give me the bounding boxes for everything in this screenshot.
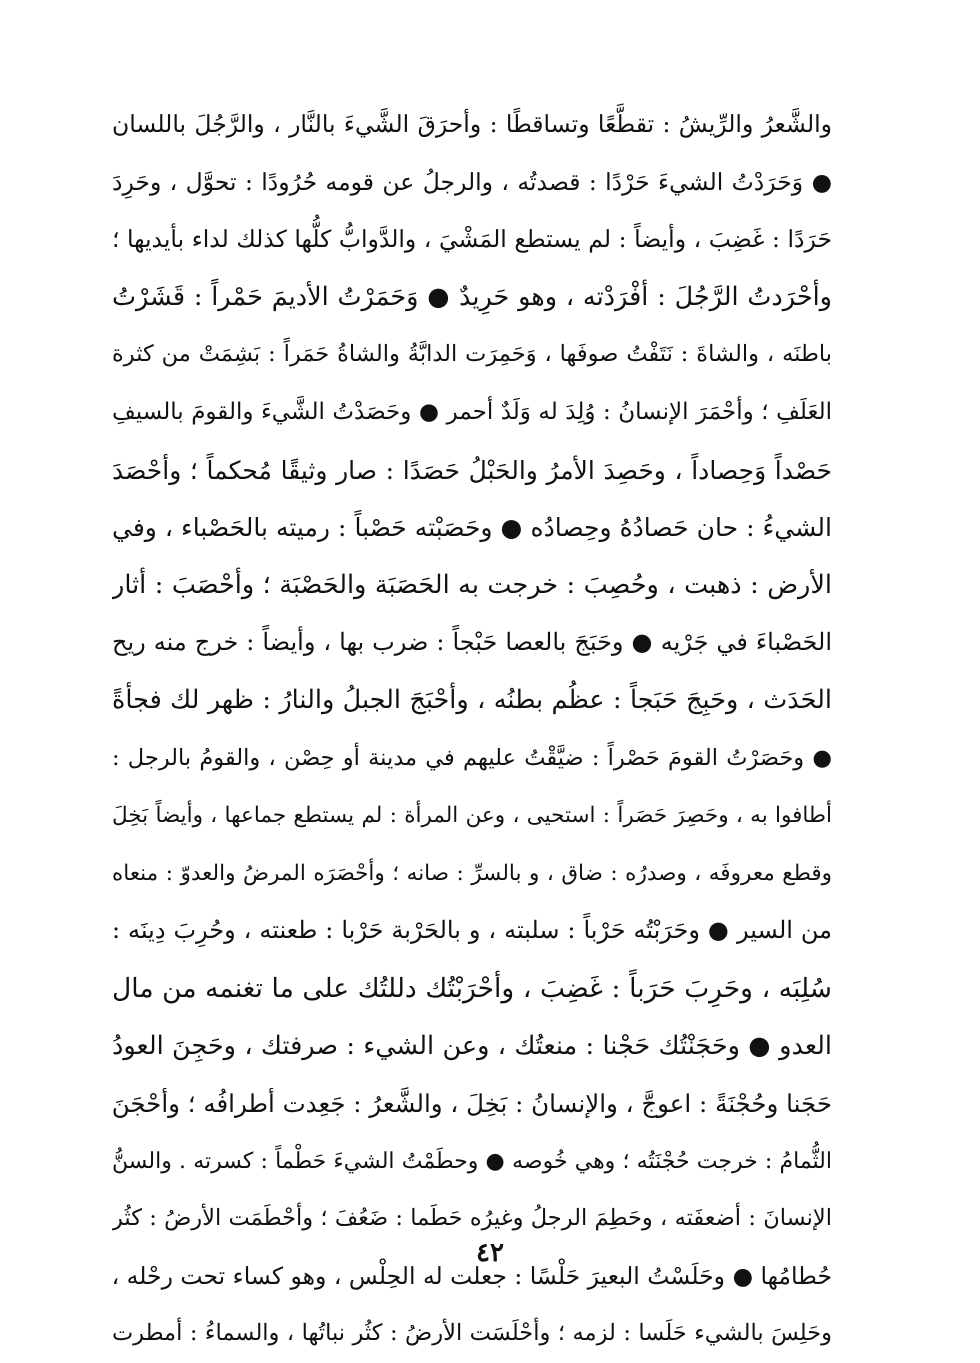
text-line-7: حَصْداً وَحِصاداً ، وحَصِدَ الأمرُ والحَبْلُ حَصَدًا : صار وثيقًا مُحكماً ؛ وأحْصَدَ xyxy=(112,455,832,485)
text-line-22: وحَلِسَ بالشيء حَلَسا : لزمه ؛ وأحْلَسَت الأرضُ : كثُر نباتُها ، والسماءُ : أمطرت xyxy=(112,1320,832,1347)
body-text xyxy=(112,96,832,1363)
text-line-4: وأحْرَدتُ الرَّجُلَ : أفْرَدْته ، وهو حَرِيدٌ ● وَحَمَرْتُ الأديمَ حَمْراً : قَشَرْتُ xyxy=(112,281,832,312)
text-line-14: وقطع معروفَه ، وصدرُه : ضاق ، و بالسرِّ : صانه ؛ وأحْصَرَه المرضُ والعدوّ : منعاه xyxy=(112,860,832,886)
text-line-2: ● وَحَرَدْتُ الشيءَ حَرْدًا : قصدتُه ، والرجلُ عن قومه حُرُودًا : تحوَّل ، وحَرِدَ xyxy=(112,167,832,196)
text-line-9: الأرض : ذهبت ، وحُصِبَ : خرجت به الحَصَبَة والحَصْبَة ؛ وأحْصَبَ : أثار xyxy=(112,569,832,600)
text-line-1: والشَّعرُ والرِّيشُ : تقطَّعًا وتساقطًا : وأحرَقَ الشَّيءَ بالنَّار ، والرَّجُلَ باللسان xyxy=(112,110,832,138)
text-line-5: باطنَه ، والشاةَ : نَتَفْتُ صوفَها ، وَحَمِرَت الدابَّةُ والشاةُ حَمَراً : بَشِمَتْ من كثرة xyxy=(112,341,832,368)
text-line-20: الإنسانَ : أضعفَته ، وحَطِمَ الرجلُ وغيرُه حَطَما : ضَعُفَ ؛ وأحْطَمَت الأرضُ : كثُر xyxy=(112,1205,832,1232)
text-line-17: العدو ● وحَجَنْتُك حَجْنا : منعتُك ، وعن الشيء : صرفتك ، وحَجِنَ العودُ xyxy=(112,1030,832,1061)
text-line-21: حُطامُها ● وحَلَسْتُ البعيرَ حَلْسًا : جعلت له الحِلْس ، وهو كساء تحت رحْله ، xyxy=(112,1261,832,1290)
text-line-11: الحَدَث ، وحَبِجَ حَبَجاً : عظُم بطنُه ، وأحْبَجَ الجبلُ والنارُ : ظهر لك فجأةً xyxy=(112,684,832,715)
text-line-15: من السير ● وحَرَبْتُه حَرْباً : سلبته ، و بالحَرْبة حَرْبا : طعنته ، وحُرِبَ دِينَه : xyxy=(112,916,832,945)
text-line-12: ● وحَصَرْتُ القومَ حَصْراً : ضيَّقْتُ عليهم في مدينة أو حِصْن ، والقومُ بالرجل : xyxy=(112,744,832,771)
page-number: ٤٢ xyxy=(476,1238,504,1268)
text-line-13: أطافوا به ، وحَصِرَ حَصَراً : استحيى ، وعن المرأة : لم يستطع جماعها ، وأيضاً بَخِلَ xyxy=(112,803,832,829)
text-line-10: الحَصْباءَ في جَرْيه ● وحَبَجَ بالعصا حَبْجاً : ضرب بها ، وأيضاً : خرج منه ريح xyxy=(112,628,832,657)
text-line-8: الشيءُ : حان حَصادُهُ وحِصادُه ● وحَصَبْته حَصْباً : رميته بالحَصْباء ، وفي xyxy=(112,513,832,543)
text-line-18: حَجَنا وحُجْنَةً : اعوجَّ ، والإنسانُ : بَخِلَ ، والشَّعرُ : جَعِدت أطرافُه ؛ وأحْجَنَ xyxy=(112,1089,832,1119)
text-line-3: حَرَدًا : غَضِبَ ، وأيضاً : لم يستطع المَشْيَ ، والدَّوابُّ كلُّها كذلك لداء بأيديها ؛ xyxy=(112,225,832,254)
text-line-16: سُلِبَه ، وحَرِبَ حَرَباً : غَضِبَ ، وأحْرَبْتُك دللتُك على ما تغنمه من مال xyxy=(112,972,832,1004)
text-line-6: العَلَفِ ؛ وأحْمَرَ الإنسانُ : وُلِدَ له وَلَدٌ أحمر ● وحَصَدْتُ الشَّيءَ والقومَ بالسيفِ xyxy=(112,398,832,425)
text-line-19: الثُّمامُ : خرجت حُجْنَتُه ؛ وهي خُوصه ● وحطَمْتُ الشيءَ حَطْماً : كسرته . والسنُّ xyxy=(112,1148,832,1174)
